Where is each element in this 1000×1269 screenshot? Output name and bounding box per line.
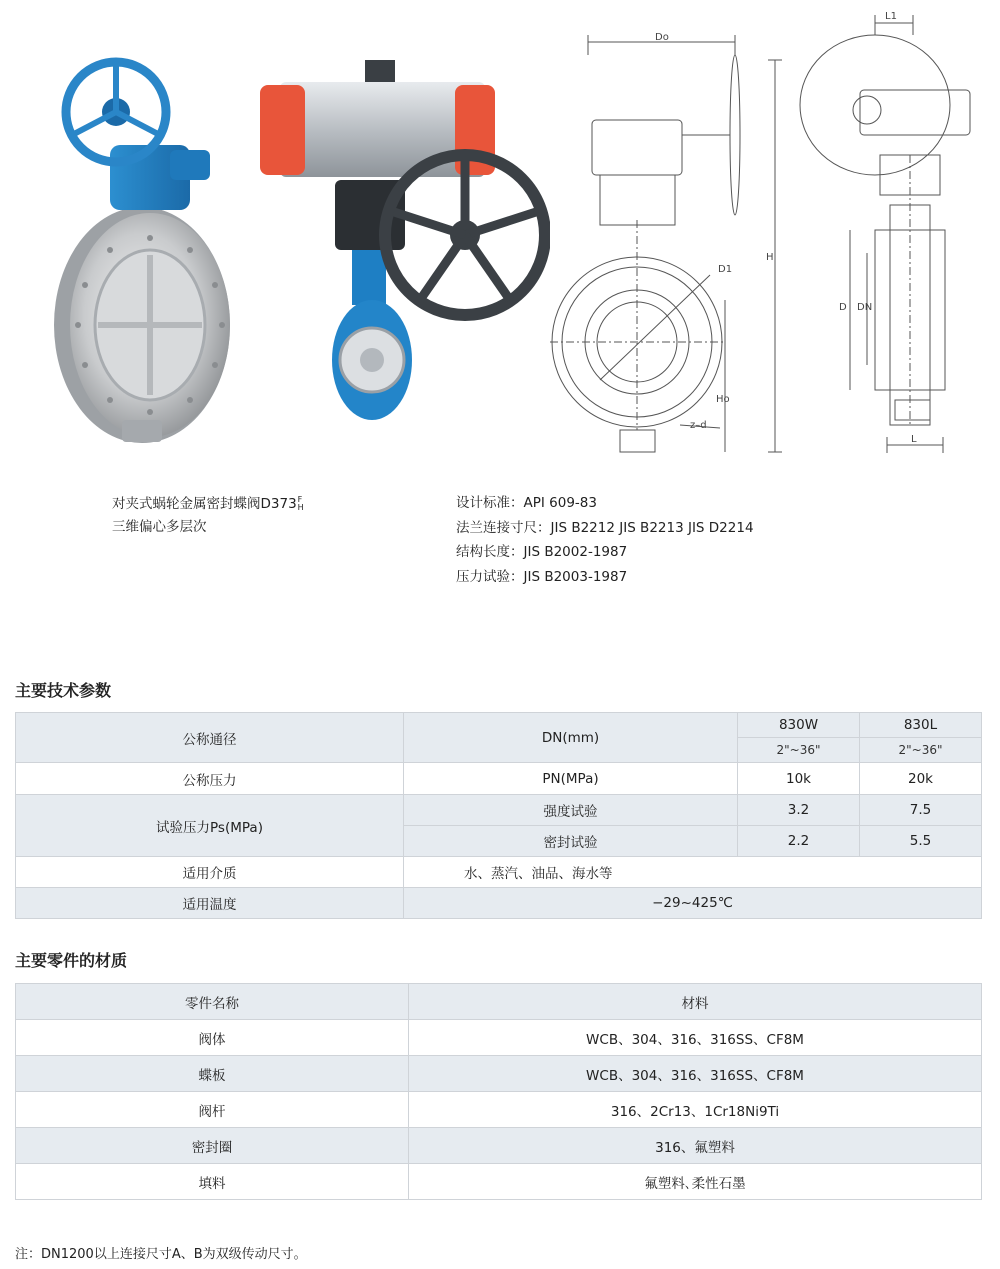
seal-test-label: 密封试验 bbox=[404, 826, 738, 857]
caption-line-1 bbox=[112, 493, 304, 516]
col-830w: 830W bbox=[738, 713, 860, 738]
materials-table bbox=[15, 983, 982, 1200]
valve-photo-worm-gear bbox=[50, 50, 235, 445]
label-d: D bbox=[839, 302, 847, 313]
part-material: WCB、304、316、316SS、CF8M bbox=[409, 1056, 982, 1092]
col-part-name: 零件名称 bbox=[16, 984, 409, 1020]
col-material: 材料 bbox=[409, 984, 982, 1020]
temp-value: −29~425℃ bbox=[404, 888, 982, 919]
part-name: 阀杆 bbox=[16, 1092, 409, 1128]
seal-830w: 2.2 bbox=[738, 826, 860, 857]
medium-value: 水、蒸汽、油品、海水等 bbox=[404, 857, 982, 888]
nominal-pressure-label: 公称压力 bbox=[16, 763, 404, 795]
standard-pressure: 压力试验：JIS B2003-1987 bbox=[456, 568, 628, 585]
tech-params-title: 主要技术参数 bbox=[15, 681, 112, 700]
caption-suffix: F H bbox=[297, 495, 304, 512]
label-do: Do bbox=[655, 32, 669, 43]
part-material: 316、2Cr13、1Cr18Ni9Ti bbox=[409, 1092, 982, 1128]
footnote: 注：DN1200以上连接尺寸A、B为双级传动尺寸。 bbox=[15, 1247, 307, 1262]
strength-830l: 7.5 bbox=[860, 795, 982, 826]
part-name: 密封圈 bbox=[16, 1128, 409, 1164]
part-material: 316、氟塑料 bbox=[409, 1128, 982, 1164]
label-ho: Ho bbox=[716, 394, 730, 405]
front-view-drawing bbox=[540, 30, 790, 460]
col-830l: 830L bbox=[860, 713, 982, 738]
strength-test-label: 强度试验 bbox=[404, 795, 738, 826]
label-d1: D1 bbox=[718, 264, 733, 275]
test-pressure-label: 试验压力Ps(MPa) bbox=[16, 795, 404, 857]
col-830w-range: 2"~36" bbox=[738, 738, 860, 763]
part-material: 氟塑料､柔性石墨 bbox=[409, 1164, 982, 1200]
pn-830l: 20k bbox=[860, 763, 982, 795]
valve-photo-pneumatic bbox=[260, 60, 550, 435]
nominal-diameter-label: 公称通径 bbox=[16, 713, 404, 763]
pn-830w: 10k bbox=[738, 763, 860, 795]
label-h: H bbox=[766, 252, 774, 263]
standard-length: 结构长度：JIS B2002-1987 bbox=[456, 544, 628, 560]
product-caption bbox=[112, 493, 304, 539]
standard-flange: 法兰连接寸尺：JIS B2212 JIS B2213 JIS D2214 bbox=[456, 519, 754, 536]
temp-label: 适用温度 bbox=[16, 888, 404, 919]
part-name: 阀体 bbox=[16, 1020, 409, 1056]
seal-830l: 5.5 bbox=[860, 826, 982, 857]
standards-list bbox=[456, 491, 754, 589]
strength-830w: 3.2 bbox=[738, 795, 860, 826]
label-zd: z–d bbox=[690, 420, 707, 431]
caption-line-2: 三维偏心多层次 bbox=[112, 519, 207, 535]
materials-title: 主要零件的材质 bbox=[15, 951, 128, 970]
dn-unit: DN(mm) bbox=[404, 713, 738, 763]
tech-params-table bbox=[15, 712, 982, 919]
medium-label: 适用介质 bbox=[16, 857, 404, 888]
label-l1: L1 bbox=[885, 11, 897, 22]
part-name: 蝶板 bbox=[16, 1056, 409, 1092]
standard-design: 设计标准：API 609-83 bbox=[456, 495, 597, 511]
col-830l-range: 2"~36" bbox=[860, 738, 982, 763]
side-view-drawing bbox=[795, 5, 985, 460]
caption-model: 对夹式蜗轮金属密封蝶阀D373 bbox=[112, 496, 297, 512]
part-material: WCB、304、316、316SS、CF8M bbox=[409, 1020, 982, 1056]
label-l: L bbox=[911, 434, 917, 445]
label-dn: DN bbox=[857, 302, 873, 313]
pn-unit: PN(MPa) bbox=[404, 763, 738, 795]
part-name: 填料 bbox=[16, 1164, 409, 1200]
